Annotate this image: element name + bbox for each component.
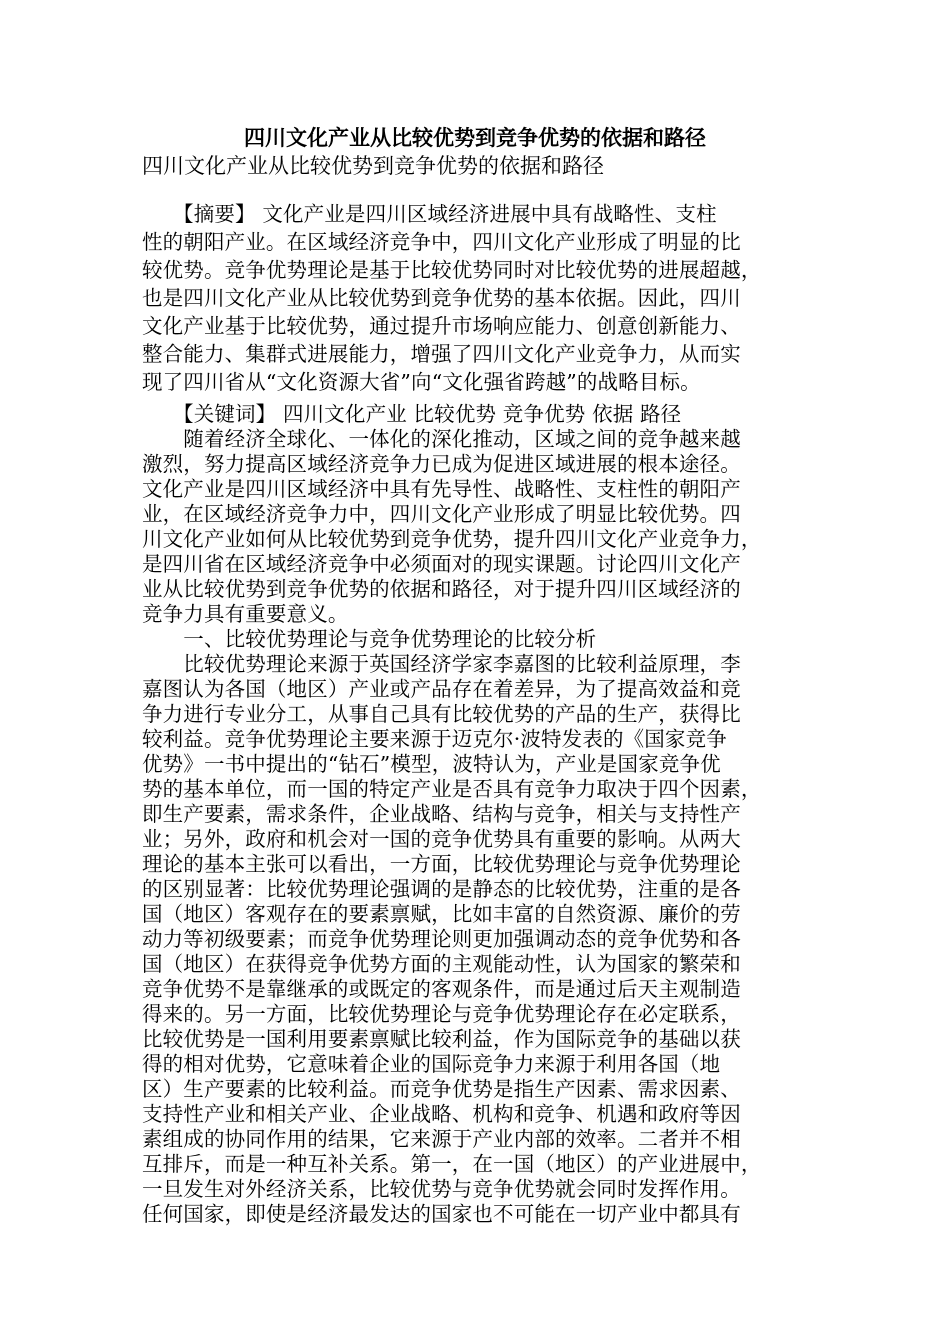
intro-line: 文化产业是四川区域经济中具有先导性、战略性、支柱性的朝阳产 <box>142 477 741 501</box>
body-line: 理论的基本主张可以看出，一方面，比较优势理论与竞争优势理论 <box>142 852 741 876</box>
body-line: 得的相对优势，它意味着企业的国际竞争力来源于利用各国（地 <box>142 1052 721 1076</box>
abstract-line: 现了四川省从“文化资源大省”向“文化强省跨越”的战略目标。 <box>142 370 701 394</box>
body-line: 区）生产要素的比较利益。而竞争优势是指生产因素、需求因素、 <box>142 1077 741 1101</box>
body-line: 得来的。另一方面，比较优势理论与竞争优势理论存在必定联系， <box>142 1002 741 1026</box>
body-line: 即生产要素，需求条件，企业战略、结构与竞争，相关与支持性产 <box>142 802 741 826</box>
abstract-line: 整合能力、集群式进展能力，增强了四川文化产业竞争力，从而实 <box>142 342 741 366</box>
intro-line: 川文化产业如何从比较优势到竞争优势，提升四川文化产业竞争力， <box>142 527 762 551</box>
intro-line: 是四川省在区域经济竞争中必须面对的现实课题。讨论四川文化产 <box>142 552 741 576</box>
abstract-line: 文化产业基于比较优势，通过提升市场响应能力、创意创新能力、 <box>142 314 741 338</box>
abstract-line: 也是四川文化产业从比较优势到竞争优势的基本依据。因此，四川 <box>142 286 741 310</box>
section-heading: 一、比较优势理论与竞争优势理论的比较分析 <box>142 627 597 651</box>
document-subtitle: 四川文化产业从比较优势到竞争优势的依据和路径 <box>142 154 604 178</box>
abstract-line: 【摘要】 文化产业是四川区域经济进展中具有战略性、支柱 <box>142 202 717 226</box>
body-line: 国（地区）在获得竞争优势方面的主观能动性，认为国家的繁荣和 <box>142 952 741 976</box>
document-title: 四川文化产业从比较优势到竞争优势的依据和路径 <box>244 125 706 150</box>
body-line: 较利益。竞争优势理论主要来源于迈克尔·波特发表的《国家竞争 <box>142 727 727 751</box>
abstract-line: 较优势。竞争优势理论是基于比较优势同时对比较优势的进展超越， <box>142 258 762 282</box>
body-line: 的区别显著：比较优势理论强调的是静态的比较优势，注重的是各 <box>142 877 741 901</box>
keywords-line: 【关键词】 四川文化产业 比较优势 竞争优势 依据 路径 <box>142 402 682 426</box>
body-line: 任何国家，即使是经济最发达的国家也不可能在一切产业中都具有 <box>142 1202 741 1226</box>
body-line: 竞争优势不是靠继承的或既定的客观条件，而是通过后天主观制造 <box>142 977 741 1001</box>
intro-line: 激烈，努力提高区域经济竞争力已成为促进区域进展的根本途径。 <box>142 452 741 476</box>
intro-line: 随着经济全球化、一体化的深化推动，区域之间的竞争越来越 <box>142 427 741 451</box>
body-line: 业；另外，政府和机会对一国的竞争优势具有重要的影响。从两大 <box>142 827 741 851</box>
intro-line: 业从比较优势到竞争优势的依据和路径，对于提升四川区域经济的 <box>142 577 741 601</box>
body-line: 嘉图认为各国（地区）产业或产品存在着差异，为了提高效益和竞 <box>142 677 741 701</box>
body-line: 优势》一书中提出的“钻石”模型，波特认为，产业是国家竞争优 <box>142 752 721 776</box>
body-line: 一旦发生对外经济关系，比较优势与竞争优势就会同时发挥作用。 <box>142 1177 741 1201</box>
body-line: 争力进行专业分工，从事自己具有比较优势的产品的生产，获得比 <box>142 702 741 726</box>
body-line: 素组成的协同作用的结果，它来源于产业内部的效率。二者并不相 <box>142 1127 741 1151</box>
body-line: 比较优势理论来源于英国经济学家李嘉图的比较利益原理，李 <box>142 652 741 676</box>
intro-line: 业，在区域经济竞争力中，四川文化产业形成了明显比较优势。四 <box>142 502 741 526</box>
body-line: 比较优势是一国利用要素禀赋比较利益，作为国际竞争的基础以获 <box>142 1027 741 1051</box>
body-line: 动力等初级要素；而竞争优势理论则更加强调动态的竞争优势和各 <box>142 927 741 951</box>
body-line: 势的基本单位，而一国的特定产业是否具有竞争力取决于四个因素， <box>142 777 762 801</box>
body-line: 互排斥，而是一种互补关系。第一，在一国（地区）的产业进展中， <box>142 1152 762 1176</box>
intro-line: 竞争力具有重要意义。 <box>142 602 349 626</box>
body-line: 支持性产业和相关产业、企业战略、机构和竞争、机遇和政府等因 <box>142 1102 741 1126</box>
body-line: 国（地区）客观存在的要素禀赋，比如丰富的自然资源、廉价的劳 <box>142 902 741 926</box>
abstract-line: 性的朝阳产业。在区域经济竞争中，四川文化产业形成了明显的比 <box>142 230 741 254</box>
